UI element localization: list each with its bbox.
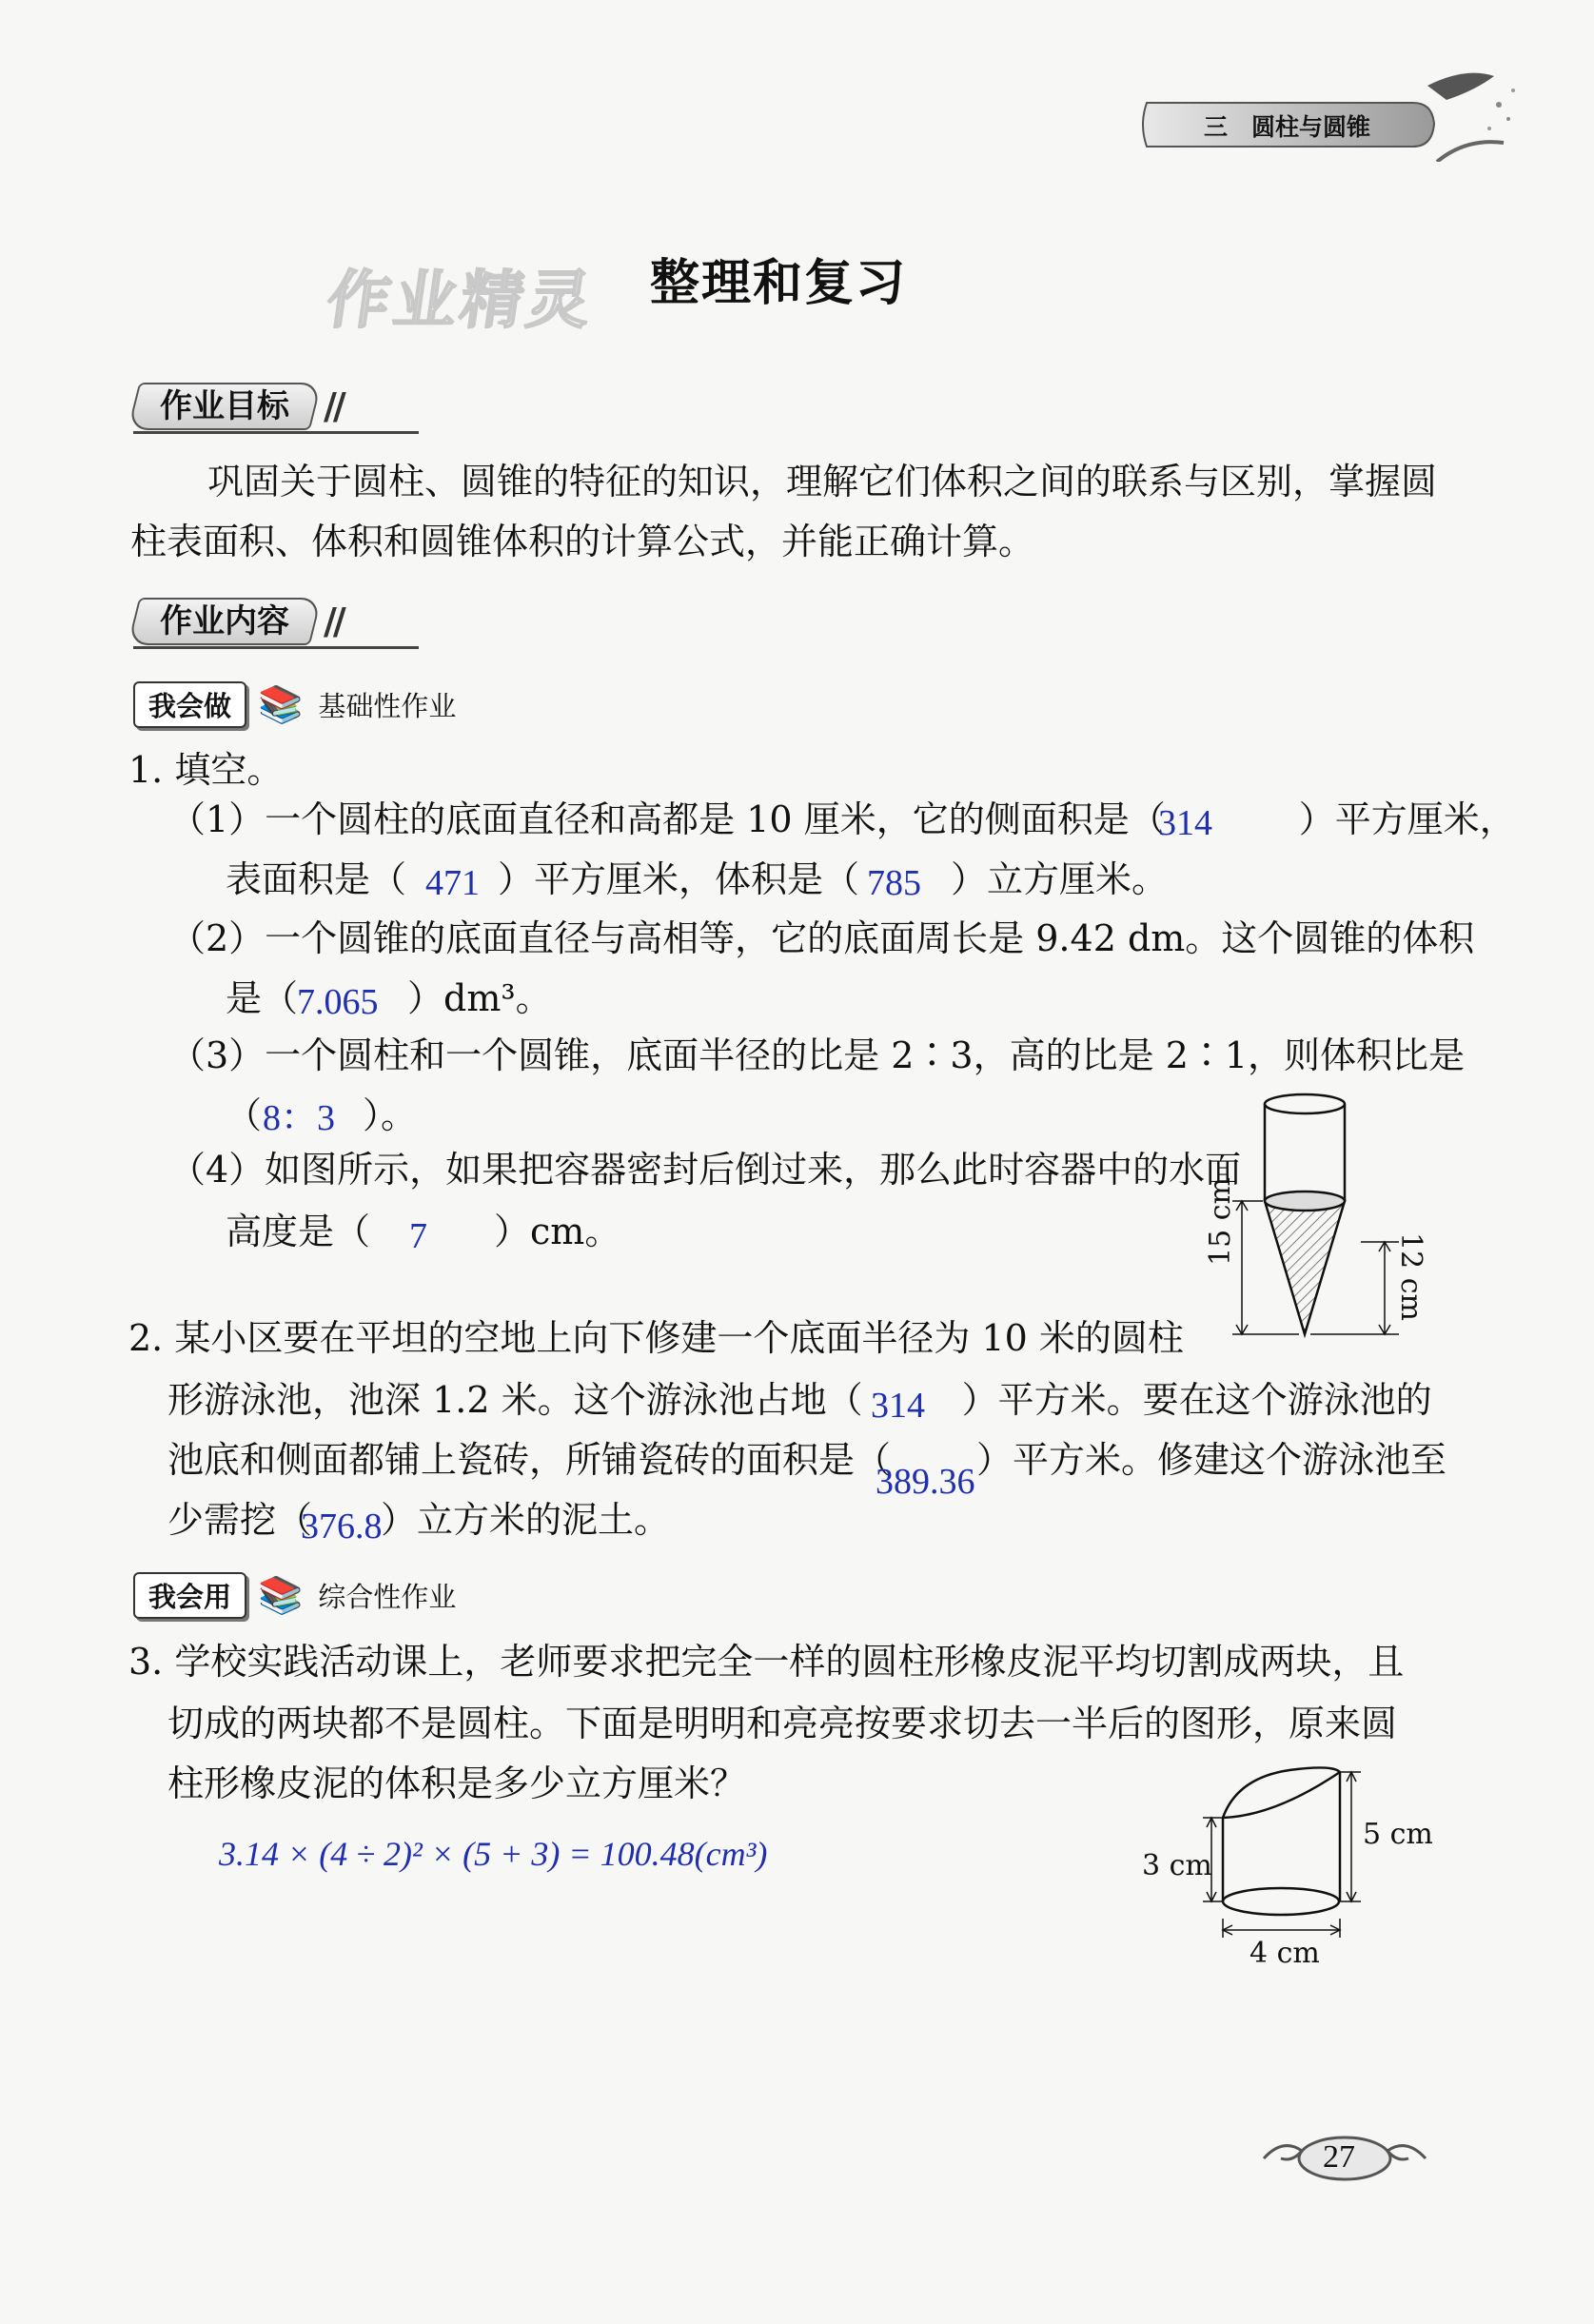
content-section-label: 作业内容 // [133, 598, 343, 645]
objective-line-1: 巩固关于圆柱、圆锥的特征的知识，理解它们体积之间的联系与区别，掌握圆 [207, 461, 1438, 502]
books-icon: 📚 [258, 683, 304, 725]
q1-p4-line1: （4）如图所示，如果把容器密封后倒过来，那么此时容器中的水面 [169, 1149, 1242, 1191]
basic-homework-label: 我会做 📚 基础性作业 [133, 681, 456, 728]
comprehensive-homework-label: 我会用 📚 综合性作业 [133, 1572, 456, 1619]
q1-p3-line2: （ ）。 [226, 1094, 418, 1136]
books-icon: 📚 [258, 1574, 304, 1616]
water-height-label: 12 cm [1394, 1232, 1427, 1321]
cut-height-left-label: 3 cm [1142, 1849, 1212, 1882]
q1-p3-line1: （3）一个圆柱和一个圆锥，底面半径的比是 2∶3，高的比是 2∶1，则体积比是 [169, 1034, 1466, 1076]
cut-height-right-label: 5 cm [1363, 1818, 1433, 1851]
q3-line-2: 切成的两块都不是圆柱。下面是明明和亮亮按要求切去一半后的图形，原来圆 [167, 1703, 1398, 1744]
objective-section-label: 作业目标 // [133, 383, 343, 430]
watermark: 作业精灵 [322, 264, 600, 337]
q1-answer-1: 314 [1158, 803, 1212, 843]
q2-line-4: 少需挖（ ）立方米的泥土。 [167, 1499, 671, 1541]
q1-p2-line2: 是（ ）dm³。 [226, 977, 552, 1019]
q1-p2-line1: （2）一个圆锥的底面直径与高相等，它的底面周长是 9.42 dm。这个圆锥的体积 [169, 917, 1475, 959]
q2-line-2: 形游泳池，池深 1.2 米。这个游泳池占地（ ）平方米。要在这个游泳池的 [167, 1379, 1432, 1421]
q3-answer: 3.14 × (4 ÷ 2)² × (5 + 3) = 100.48(cm³) [219, 1835, 768, 1873]
q1-answer-6: 7 [409, 1216, 427, 1256]
q2-answer-3: 376.8 [301, 1507, 383, 1546]
q1-title: 1. 填空。 [128, 749, 284, 791]
objective-line-2: 柱表面积、体积和圆锥体积的计算公式，并能正确计算。 [130, 521, 1035, 562]
q3-line-3: 柱形橡皮泥的体积是多少立方厘米？ [167, 1763, 747, 1804]
q2-line-3: 池底和侧面都铺上瓷砖，所铺瓷砖的面积是（ ）平方米。修建这个游泳池至 [167, 1439, 1447, 1481]
quill-decoration-icon [1408, 48, 1523, 162]
q1-p1-line1: （1）一个圆柱的底面直径和高都是 10 厘米，它的侧面积是（ ）平方厘米， [169, 798, 1516, 840]
q1-answer-4: 7.065 [297, 982, 379, 1022]
q2-line-1: 2. 某小区要在平坦的空地上向下修建一个底面半径为 10 米的圆柱 [128, 1317, 1184, 1359]
q3-line-1: 3. 学校实践活动课上，老师要求把完全一样的圆柱形橡皮泥平均切割成两块，且 [128, 1641, 1405, 1683]
q2-answer-2: 389.36 [876, 1462, 975, 1502]
q1-p1-line2: 表面积是（ ）平方厘米，体积是（ ）立方厘米。 [226, 858, 1169, 900]
q1-answer-3: 785 [867, 863, 921, 903]
q1-answer-5: 8：3 [263, 1098, 336, 1138]
q2-answer-1: 314 [871, 1386, 925, 1426]
chapter-title: 三 圆柱与圆锥 [1204, 113, 1371, 141]
cut-diameter-label: 4 cm [1250, 1937, 1320, 1970]
q1-answer-2: 471 [425, 863, 480, 903]
q1-p4-line2: 高度是（ ）cm。 [226, 1211, 621, 1252]
page-number: 27 [1323, 2139, 1355, 2175]
page-title: 整理和复习 [650, 254, 908, 312]
container-height-label: 15 cm [1204, 1177, 1237, 1266]
chapter-header [1137, 95, 1442, 154]
